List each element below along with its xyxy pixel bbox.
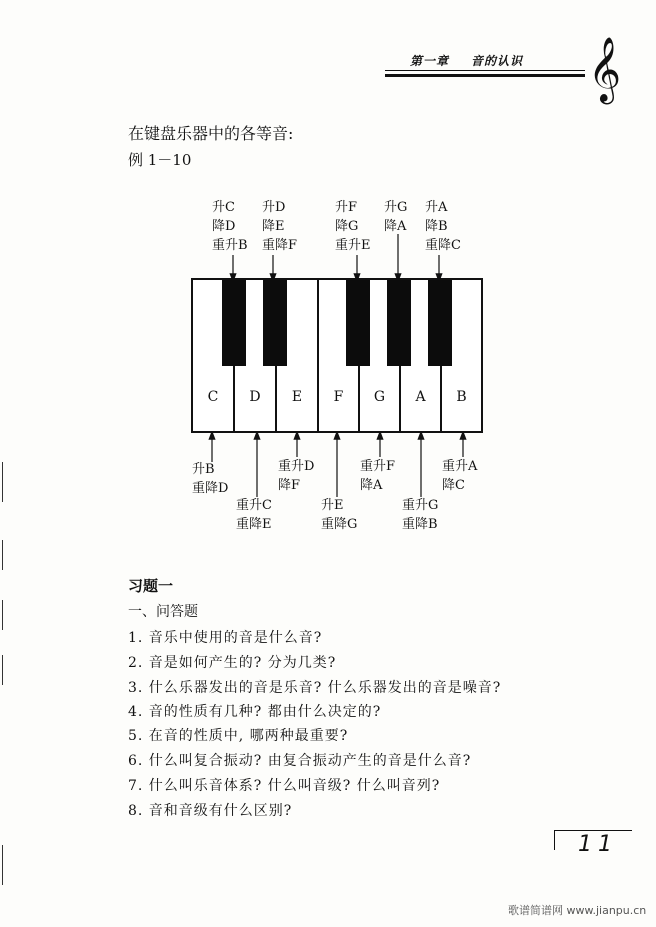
question: 7. 什么叫乐音体系? 什么叫音级? 什么叫音列? xyxy=(128,778,441,794)
footer-rule xyxy=(554,830,632,831)
black-key-d-sharp xyxy=(263,280,287,366)
watermark: 歌谱简谱网 www.jianpu.cn xyxy=(508,904,647,917)
top-label: 降D xyxy=(212,219,236,234)
key-label: E xyxy=(291,389,303,405)
question: 6. 什么叫复合振动? 由复合振动产生的音是什么音? xyxy=(128,753,472,769)
bottom-label: 降A xyxy=(360,478,383,493)
bottom-label: 升E xyxy=(321,498,344,513)
key-label: B xyxy=(456,389,467,405)
piano-keyboard xyxy=(191,278,483,433)
bottom-label: 重升G xyxy=(402,498,439,513)
key-label: F xyxy=(333,389,344,405)
black-key-f-sharp xyxy=(346,280,370,366)
top-label: 升A xyxy=(425,200,448,215)
key-label: A xyxy=(415,389,426,405)
black-key-g-sharp xyxy=(387,280,411,366)
exercise-title: 习题一 xyxy=(128,577,174,595)
footer-rule xyxy=(554,830,555,850)
bottom-label: 重降E xyxy=(236,517,272,532)
bottom-label: 降F xyxy=(278,478,301,493)
top-label: 升C xyxy=(212,200,235,215)
top-label: 重降C xyxy=(425,238,461,253)
question: 5. 在音的性质中, 哪两种最重要? xyxy=(128,728,349,744)
intro-text: 在键盘乐器中的各等音: xyxy=(128,124,294,143)
top-label: 升F xyxy=(335,200,358,215)
exercise-section: 一、问答题 xyxy=(128,604,198,620)
top-label: 降G xyxy=(335,219,359,234)
bottom-label: 重升C xyxy=(236,498,272,513)
bottom-label: 重升A xyxy=(442,459,478,474)
example-label: 例 1－10 xyxy=(128,151,192,169)
bottom-label: 重升D xyxy=(278,459,315,474)
top-label: 升D xyxy=(262,200,286,215)
top-label: 重升E xyxy=(335,238,371,253)
black-key-c-sharp xyxy=(222,280,246,366)
page-number: 11 xyxy=(578,832,618,857)
treble-clef-icon: 𝄞 xyxy=(588,37,622,102)
bottom-label: 升B xyxy=(192,462,215,477)
black-key-a-sharp xyxy=(428,280,452,366)
top-label: 重降F xyxy=(262,238,298,253)
bottom-label: 重升F xyxy=(360,459,396,474)
top-label: 降E xyxy=(262,219,285,234)
key-label: C xyxy=(207,389,219,405)
question: 3. 什么乐器发出的音是乐音? 什么乐器发出的音是噪音? xyxy=(128,680,502,696)
chapter-title: 音的认识 xyxy=(471,54,524,68)
bottom-label: 重降G xyxy=(321,517,358,532)
key-label: D xyxy=(249,389,261,405)
top-label: 升G xyxy=(384,200,408,215)
bottom-label: 降C xyxy=(442,478,465,493)
top-label: 降B xyxy=(425,219,448,234)
bottom-label: 重降D xyxy=(192,481,229,496)
question: 1. 音乐中使用的音是什么音? xyxy=(128,630,323,646)
chapter-label: 第一章 xyxy=(410,54,450,68)
key-label: G xyxy=(373,389,386,405)
top-label: 降A xyxy=(384,219,407,234)
top-label: 重升B xyxy=(212,238,248,253)
question: 2. 音是如何产生的? 分为几类? xyxy=(128,655,337,671)
question: 8. 音和音级有什么区别? xyxy=(128,803,293,819)
question: 4. 音的性质有几种? 都由什么决定的? xyxy=(128,704,382,720)
bottom-label: 重降B xyxy=(402,517,438,532)
